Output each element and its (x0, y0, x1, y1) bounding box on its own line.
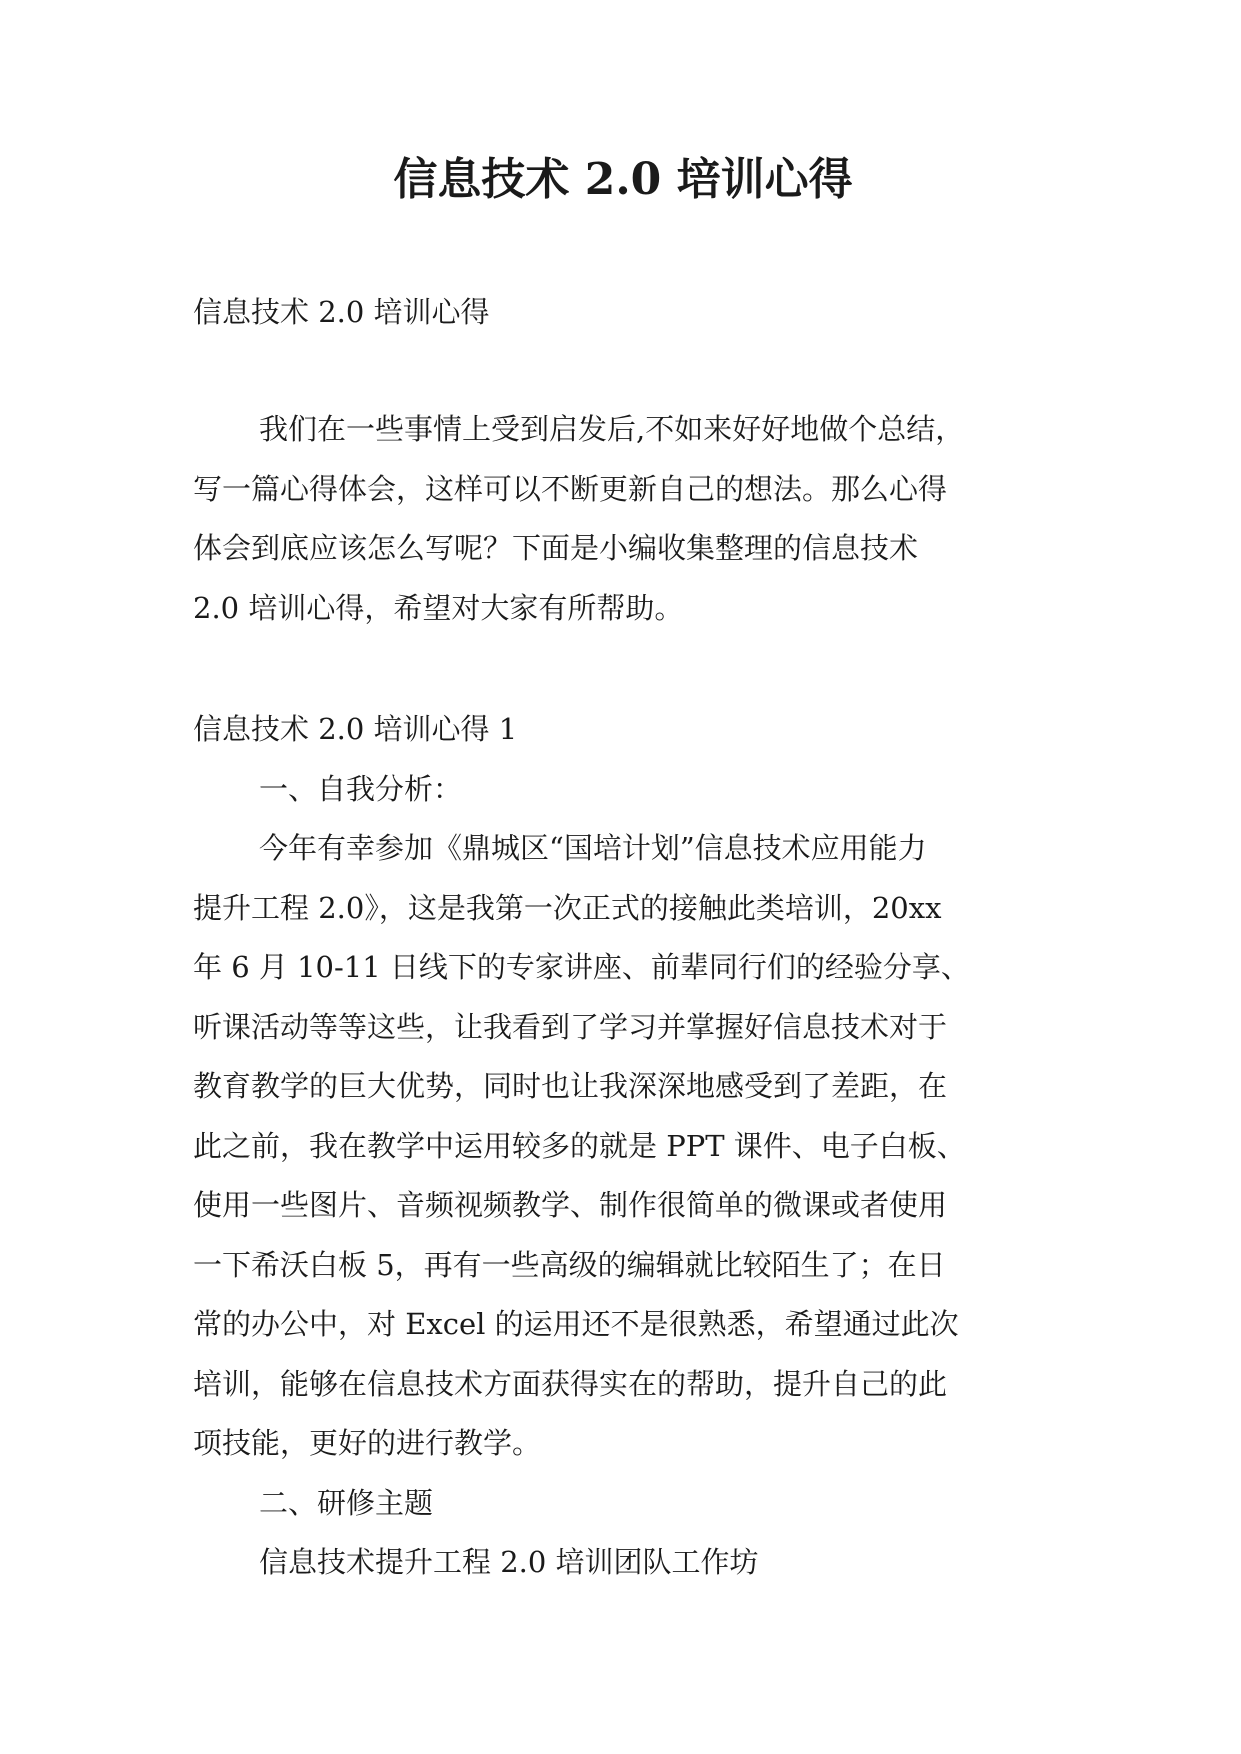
body-line: 常的办公中，对 Excel 的运用还不是很熟悉，希望通过此次 (193, 1307, 959, 1341)
body-line: 项技能，更好的进行教学。 (193, 1426, 542, 1460)
topic-text: 信息技术提升工程 2.0 培训团队工作坊 (259, 1545, 759, 1579)
section-title: 信息技术 2.0 培训心得 1 (193, 712, 518, 746)
intro-line: 写一篇心得体会，这样可以不断更新自己的想法。那么心得 (193, 471, 948, 506)
document-subtitle: 信息技术 2.0 培训心得 (193, 295, 490, 329)
intro-line: 我们在一些事情上受到启发后,不如来好好地做个总结， (259, 412, 965, 446)
body-line: 使用一些图片、音频视频教学、制作很简单的微课或者使用 (193, 1188, 948, 1222)
body-paragraph (193, 819, 1053, 1474)
body-line: 一下希沃白板 5，再有一些高级的编辑就比较陌生了；在日 (193, 1247, 946, 1282)
body-line: 此之前，我在教学中运用较多的就是 PPT 课件、电子白板、 (193, 1128, 966, 1163)
document-title: 信息技术 2.0 培训心得 (393, 154, 853, 205)
intro-paragraph (193, 400, 1053, 638)
heading-self-analysis: 一、自我分析： (259, 771, 463, 806)
heading-research-topic: 二、研修主题 (259, 1485, 434, 1520)
intro-line: 体会到底应该怎么写呢？下面是小编收集整理的信息技术 (193, 531, 919, 565)
body-line: 听课活动等等这些，让我看到了学习并掌握好信息技术对于 (193, 1009, 948, 1044)
body-line: 年 6 月 10-11 日线下的专家讲座、前辈同行们的经验分享、 (193, 950, 970, 984)
body-line: 提升工程 2.0》，这是我第一次正式的接触此类培训，20xx (193, 890, 942, 925)
body-line: 今年有幸参加《鼎城区“国培计划”信息技术应用能力 (259, 831, 927, 865)
body-line: 培训，能够在信息技术方面获得实在的帮助，提升自己的此 (193, 1366, 948, 1401)
body-line: 教育教学的巨大优势，同时也让我深深地感受到了差距，在 (193, 1069, 948, 1103)
intro-line: 2.0 培训心得，希望对大家有所帮助。 (193, 590, 684, 625)
